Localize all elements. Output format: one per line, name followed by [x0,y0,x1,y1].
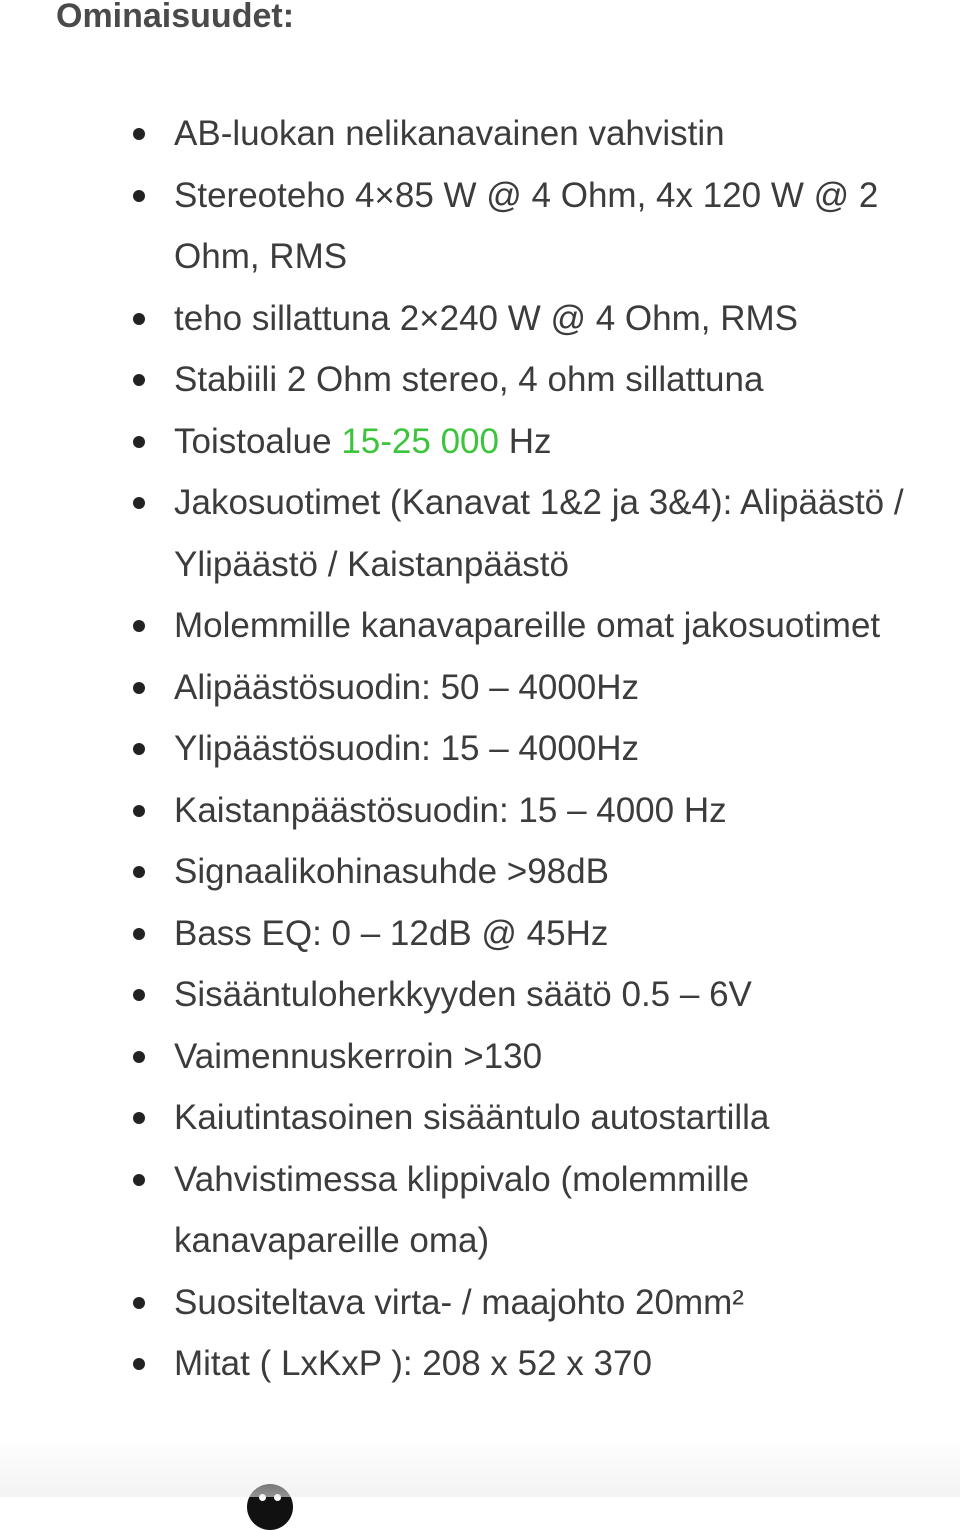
feature-item: Bass EQ: 0 – 12dB @ 45Hz [174,903,914,965]
feature-item: Jakosuotimet (Kanavat 1&2 ja 3&4): Alipäästö / Ylipäästö / Kaistanpäästö [174,472,914,595]
bottom-fade [0,1437,960,1497]
section-heading: Ominaisuudet: [56,0,295,35]
feature-prefix: Toistoalue [174,421,342,461]
feature-suffix: Hz [498,421,552,461]
emoji-eye-right [274,1494,281,1501]
feature-item: Ylipäästösuodin: 15 – 4000Hz [174,718,914,780]
feature-item: Stabiili 2 Ohm stereo, 4 ohm sillattuna [174,349,914,411]
feature-item: Vaimennuskerroin >130 [174,1026,914,1088]
feature-item: AB-luokan nelikanavainen vahvistin [174,103,914,165]
frequency-range-highlight: 15-25 000 [341,421,499,461]
feature-item: Stereoteho 4×85 W @ 4 Ohm, 4x 120 W @ 2 Ohm, RMS [174,165,914,288]
feature-item: Mitat ( LxKxP ): 208 x 52 x 370 [174,1333,914,1395]
feature-item: Vahvistimessa klippivalo (molemmille kanavapareille oma) [174,1149,914,1272]
feature-item: Kaistanpäästösuodin: 15 – 4000 Hz [174,780,914,842]
feature-item [174,411,914,473]
feature-item: teho sillattuna 2×240 W @ 4 Ohm, RMS [174,288,914,350]
feature-list [174,103,914,1395]
feature-item: Sisääntuloherkkyyden säätö 0.5 – 6V [174,964,914,1026]
feature-item: Suositeltava virta- / maajohto 20mm² [174,1272,914,1334]
feature-item: Molemmille kanavapareille omat jakosuotimet [174,595,914,657]
feature-item: Signaalikohinasuhde >98dB [174,841,914,903]
emoji-face-icon [247,1484,293,1530]
emoji-eye-left [259,1494,266,1501]
feature-item: Alipäästösuodin: 50 – 4000Hz [174,657,914,719]
feature-item: Kaiutintasoinen sisääntulo autostartilla [174,1087,914,1149]
